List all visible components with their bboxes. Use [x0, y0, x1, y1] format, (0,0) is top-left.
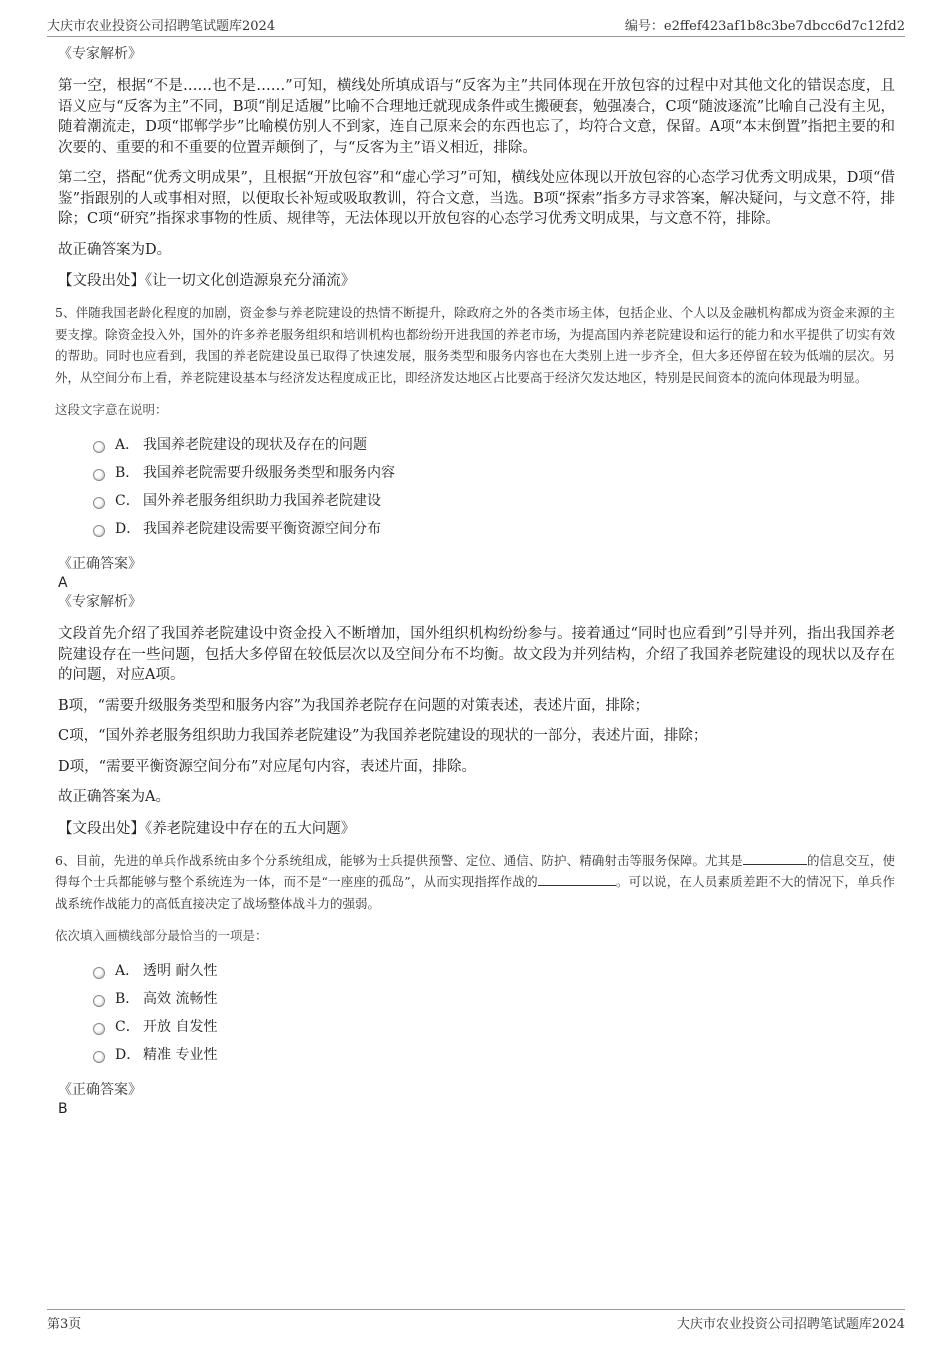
radio-icon[interactable]: [93, 525, 105, 537]
option-letter: D．: [115, 521, 141, 537]
q5-question: 5、伴随我国老龄化程度的加剧，资金参与养老院建设的热情不断提升，除政府之外的各类市场主体，包括企业、个人以及金融机构都成为资金来源的主要支撑。除资金投入外，国外的许多养老服务组织和培训机构也都纷纷开进我国的养老市场，为提高国内养老院建设和运行的能力和水平提供了切实有效的帮助。同时也应看到，我国的养老院建设虽已取得了快速发展，服务类型和服务内容也在大类别上进一步齐全，但大多还停留在较为低端的层次。另外，从空间分布上看，养老院建设基本与经济发达程度成正比，即经济发达地区占比要高于经济欠发达地区，特别是民间资本的流向体现最为明显。: [55, 305, 895, 385]
option-text: 我国养老院建设需要平衡资源空间分布: [143, 521, 381, 537]
q6-option-b[interactable]: [93, 984, 895, 1012]
option-letter: C．: [115, 1019, 140, 1035]
q5-analysis-para-4: D项，“需要平衡资源空间分布”对应尾句内容，表述片面，排除。: [58, 758, 476, 775]
q6-prompt: 依次填入画横线部分最恰当的一项是：: [55, 928, 268, 943]
option-text: 精准 专业性: [143, 1047, 218, 1063]
option-letter: A．: [115, 963, 140, 979]
option-text: 我国养老院需要升级服务类型和服务内容: [143, 465, 395, 481]
page-content: [55, 44, 895, 1118]
q6-answer: B: [58, 1101, 68, 1117]
q4-source: 【文段出处】《让一切文化创造源泉充分涌流》: [58, 273, 356, 289]
option-letter: B．: [115, 991, 140, 1007]
q6-question: [55, 850, 895, 915]
q4-analysis-para-2: 第二空，搭配“优秀文明成果”，且根据“开放包容”和“虚心学习”可知，横线处应体现以开放包容的心态学习优秀文明成果，D项“借鉴”指跟别的人或事相对照，以便取长补短或吸取教训，符合文意，当选。B项“探索”指多方寻求答案，解决疑问，与文意不符，排除；C项“研究”指探求事物的性质、规律等，无法体现以开放包容的心态学习优秀文明成果，与文意不符，排除。: [58, 170, 895, 227]
fill-blank-1: [743, 851, 807, 865]
q6-question-part-3: 。可以说，在人员素质差距不大的情况下，单兵作战系统作战能力的高低直接决定了战场整体战斗力的强弱。: [55, 874, 895, 911]
q6-question-part-2: 的信息交互，使得每个士兵都能够与整个系统连为一体，而不是“一座座的孤岛”，从而实现指挥作战的: [55, 852, 895, 889]
header-doc-id: 编号：e2ffef423af1b8c3be7dbcc6d7c12fd2: [624, 19, 905, 34]
fill-blank-2: [538, 872, 616, 886]
option-letter: A．: [115, 437, 140, 453]
footer-title: 大庆市农业投资公司招聘笔试题库2024: [676, 1317, 905, 1332]
q5-source: 【文段出处】《养老院建设中存在的五大问题》: [58, 820, 356, 837]
q6-question-part-1: 6、目前，先进的单兵作战系统由多个分系统组成，能够为士兵提供预警、定位、通信、防护、精确射击等服务保障。尤其是: [55, 852, 743, 868]
q4-analysis-para-1: 第一空，根据“不是……也不是……”可知，横线处所填成语与“反客为主”共同体现在开放包容的过程中对其他文化的错误态度，且语义应与“反客为主”不同，B项“削足适履”比喻不合理地迁就现成条件或生搬硬套，勉强凑合，C项“随波逐流”比喻自己没有主见，随着潮流走，D项“邯郸学步”比喻模仿别人不到家，连自己原来会的东西也忘了，均符合文意，保留。A项“本末倒置”指把主要的和次要的、重要的和不重要的位置弄颠倒了，与“反客为主”语义相近，排除。: [58, 78, 895, 156]
option-letter: D．: [115, 1047, 141, 1063]
q5-option-c[interactable]: [93, 486, 895, 514]
radio-icon[interactable]: [93, 441, 105, 453]
radio-icon[interactable]: [93, 1023, 105, 1035]
header-title: 大庆市农业投资公司招聘笔试题库2024: [47, 19, 276, 34]
page-number: 第3页: [47, 1317, 82, 1332]
radio-icon[interactable]: [93, 469, 105, 481]
page-footer: [47, 1309, 905, 1332]
q5-option-b[interactable]: [93, 458, 895, 486]
q6-option-c[interactable]: [93, 1012, 895, 1040]
q4-analysis-conclusion: 故正确答案为D。: [58, 241, 172, 258]
q6-options: [93, 956, 895, 1068]
radio-icon[interactable]: [93, 995, 105, 1007]
radio-icon[interactable]: [93, 1051, 105, 1063]
q6-option-a[interactable]: [93, 956, 895, 984]
radio-icon[interactable]: [93, 497, 105, 509]
option-text: 国外养老服务组织助力我国养老院建设: [143, 493, 381, 509]
option-text: 透明 耐久性: [143, 963, 218, 979]
q6-answer-heading: 《正确答案》: [58, 1082, 142, 1098]
option-text: 我国养老院建设的现状及存在的问题: [143, 437, 367, 453]
q5-answer-heading: 《正确答案》: [58, 556, 142, 572]
q5-options: [93, 430, 895, 542]
radio-icon[interactable]: [93, 967, 105, 979]
q5-analysis-para-1: 文段首先介绍了我国养老院建设中资金投入不断增加，国外组织机构纷纷参与。接着通过“同时也应看到”引导并列，指出我国养老院建设存在一些问题，包括大多停留在较低层次以及空间分布不均衡。故文段为并列结构，介绍了我国养老院建设的现状以及存在的问题，对应A项。: [58, 626, 895, 683]
q5-prompt: 这段文字意在说明：: [55, 402, 168, 417]
q6-option-d[interactable]: [93, 1040, 895, 1068]
q5-option-a[interactable]: [93, 430, 895, 458]
page-header: [47, 12, 905, 37]
q5-analysis-para-3: C项，“国外养老服务组织助力我国养老院建设”为我国养老院建设的现状的一部分，表述片面，排除；: [58, 728, 708, 744]
q5-answer: A: [58, 575, 68, 591]
option-text: 开放 自发性: [143, 1019, 218, 1035]
q5-option-d[interactable]: [93, 514, 895, 542]
q5-analysis-conclusion: 故正确答案为A。: [58, 789, 170, 805]
option-letter: C．: [115, 493, 140, 509]
q4-analysis-heading: 《专家解析》: [58, 46, 142, 62]
option-text: 高效 流畅性: [143, 991, 218, 1007]
option-letter: B．: [115, 465, 140, 481]
q5-analysis-heading: 《专家解析》: [58, 594, 142, 610]
q5-analysis-para-2: B项，“需要升级服务类型和服务内容”为我国养老院存在问题的对策表述，表述片面，排除；: [58, 697, 649, 714]
